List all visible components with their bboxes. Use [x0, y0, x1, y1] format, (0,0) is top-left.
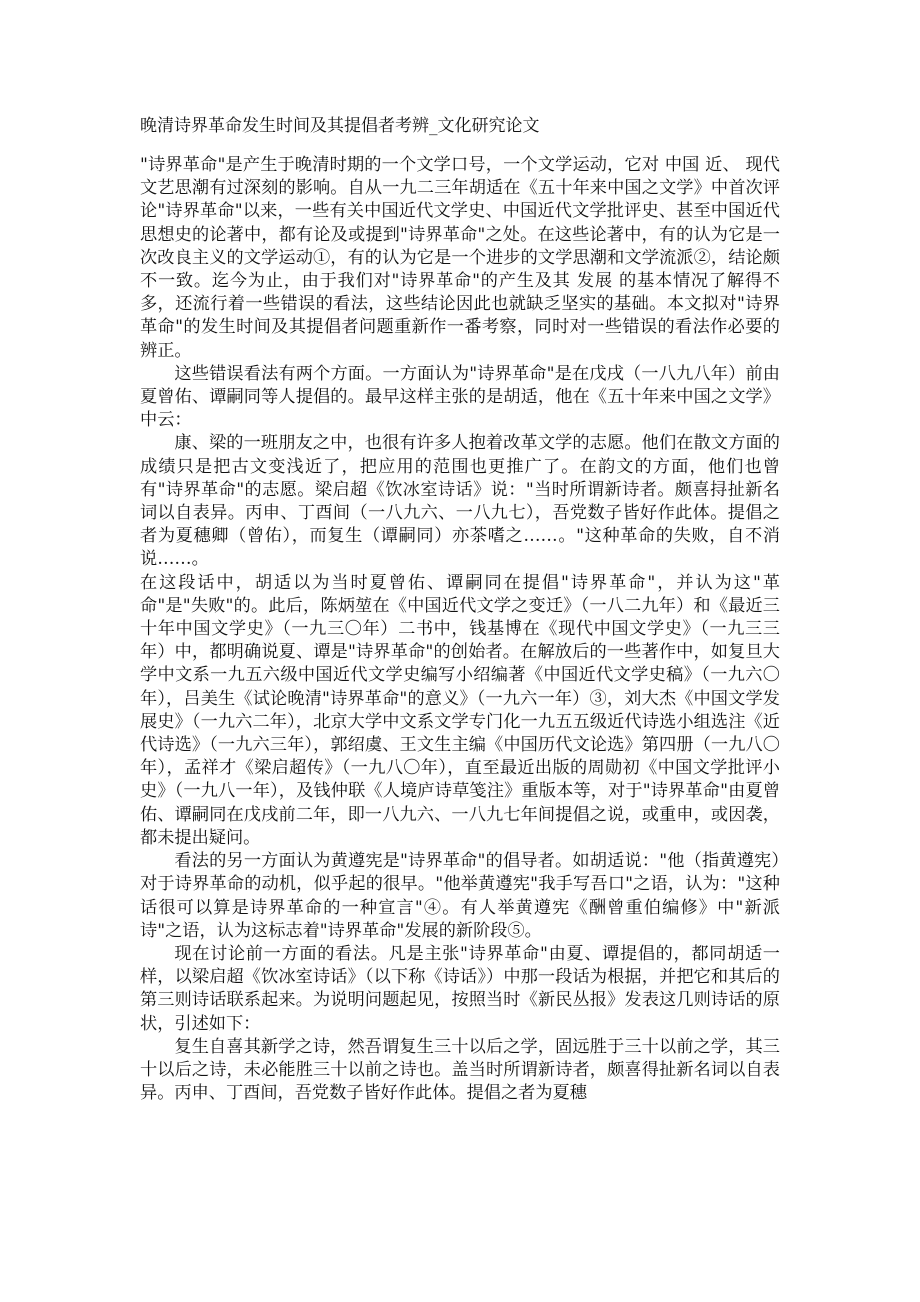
paragraph-scholarship-review: 在这段话中，胡适以为当时夏曾佑、谭嗣同在提倡"诗界革命"，并认为这"革命"是"失败"的。此后，陈炳堃在《中国近代文学之变迁》（一八二九年）和《最近三十年中国文学史》（一九三〇年）二书中，钱基博在《现代中国文学史》（一九三三年）中，都明确说夏、谭是"诗界革命"的创始者。在解放后的一些著作中，如复旦大学中文系一九五六级中国近代文学史编写小绍编著《中国近代文学史稿》（一九六〇年），吕美生《试论晚清"诗界革命"的意义》（一九六一年）③，刘大杰《中国文学发展史》（一九六二年），北京大学中文系文学专门化一九五五级近代诗选小组选注《近代诗选》（一九六三年），郭绍虞、王文生主编《中国历代文论选》第四册（一九八〇年），孟祥才《梁启超传》（一九八〇年），直至最近出版的周勋初《中国文学批评小史》（一九八一年），及钱仲联《人境庐诗草笺注》重版本等，对于"诗界革命"由夏曾佑、谭嗣同在戊戌前二年，即一八九六、一八九七年间提倡之说，或重申，或因袭，都未提出疑问。: [140, 572, 780, 848]
paragraph-discussion: 现在讨论前一方面的看法。凡是主张"诗界革命"由夏、谭提倡的，都同胡适一样，以梁启超《饮冰室诗话》（以下称《诗话》）中那一段话为根据，并把它和其后的第三则诗话联系起来。为说明问题起见，按照当时《新民丛报》发表这几则诗话的原状，引述如下：: [140, 943, 780, 1034]
paragraph-intro: "诗界革命"是产生于晚清时期的一个文学口号，一个文学运动，它对 中国 近、 现代 文艺思潮有过深刻的影响。自从一九二三年胡适在《五十年来中国之文学》中首次评论"诗界革命"以来，一些有关中国近代文学史、中国近代文学批评史、甚至中国近代思想史的论著中，都有论及或提到"诗界革命"之处。在这些论著中，有的认为它是一次改良主义的文学运动①，有的认为它是一个进步的文学思潮和文学流派②，结论颇不一致。迄今为止，由于我们对"诗界革命"的产生及其 发展 的基本情况了解得不多，还流行着一些错误的看法，这些结论因此也就缺乏坚实的基础。本文拟对"诗界革命"的发生时间及其提倡者问题重新作一番考察，同时对一些错误的看法作必要的辨正。: [140, 155, 780, 361]
paragraph-huang-zunxian: 看法的另一方面认为黄遵宪是"诗界革命"的倡导者。如胡适说："他（指黄遵宪）对于诗界革命的动机，似乎起的很早。"他举黄遵宪"我手写吾口"之语，认为："这种话很可以算是诗界革命的一种宣言"④。有人举黄遵宪《酬曾重伯编修》中"新派诗"之语，认为这标志着"诗界革命"发展的新阶段⑤。: [140, 851, 780, 941]
paragraph-errors-overview: 这些错误看法有两个方面。一方面认为"诗界革命"是在戊戌（一八九八年）前由夏曾佑、谭嗣同等人提倡的。最早这样主张的是胡适，他在《五十年来中国之文学》中云：: [140, 363, 780, 431]
document-title: 晚清诗界革命发生时间及其提倡者考辨_文化研究论文: [140, 116, 540, 136]
paragraph-poetry-talk-quote: 复生自喜其新学之诗，然吾谓复生三十以后之学，固远胜于三十以前之学，其三十以后之诗，未必能胜三十以前之诗也。盖当时所谓新诗者，颇喜得扯新名词以自表异。丙申、丁酉间，吾党数子皆好作此体。提倡之者为夏穗: [140, 1036, 780, 1104]
document-body: [140, 154, 780, 1105]
paragraph-hushi-quote: 康、梁的一班朋友之中，也很有许多人抱着改革文学的志愿。他们在散文方面的成绩只是把古文变浅近了，把应用的范围也更推广了。在韵文的方面，他们也曾有"诗界革命"的志愿。梁启超《饮冰室诗话》说："当时所谓新诗者。颇喜挦扯新名词以自表异。丙申、丁酉间（一八九六、一八九七），吾党数子皆好作此体。提倡之者为夏穗卿（曾佑），而复生（谭嗣同）亦茶嗜之……。"这种革命的失败，自不消说……。: [140, 433, 780, 570]
